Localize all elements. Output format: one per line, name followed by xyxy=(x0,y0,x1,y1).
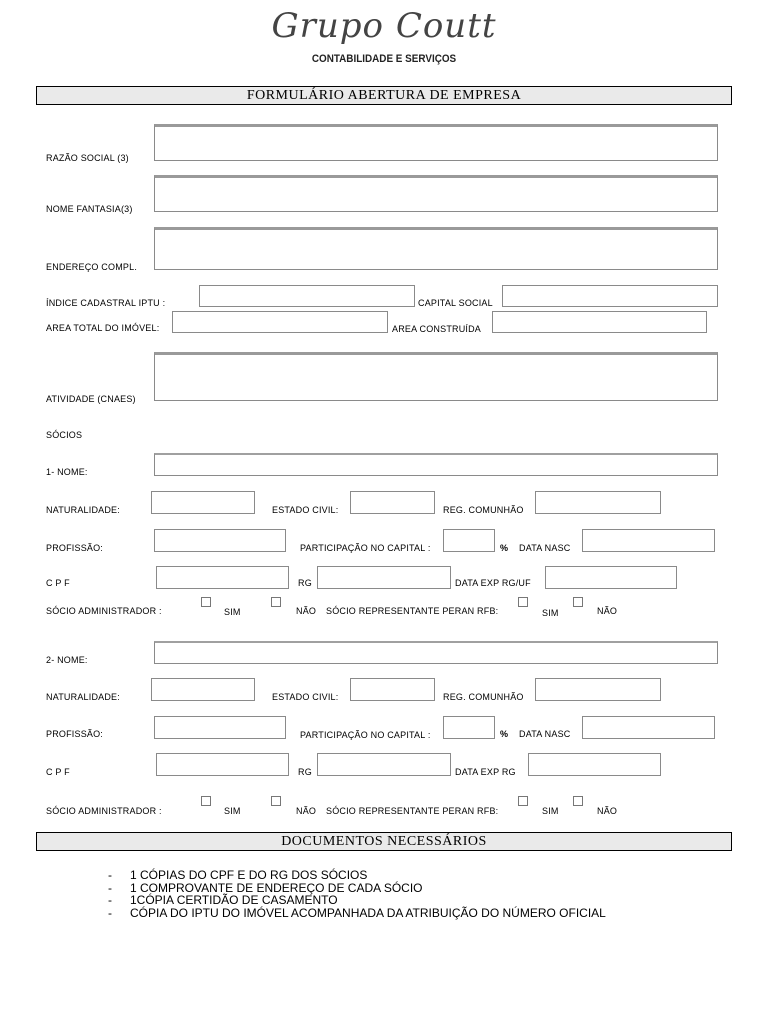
indice-cadastral-field[interactable] xyxy=(199,285,415,307)
partner2-participacao-label: PARTICIPAÇÃO NO CAPITAL : xyxy=(300,730,431,740)
partner2-data-nasc-label: DATA NASC xyxy=(519,729,571,739)
partner1-socio-admin-label: SÓCIO ADMINISTRADOR : xyxy=(46,606,162,616)
partner2-estado-civil-field[interactable] xyxy=(350,678,435,701)
partner2-rep-sim-checkbox[interactable] xyxy=(518,796,528,806)
list-bullet: - xyxy=(108,868,112,882)
partner2-data-exp-field[interactable] xyxy=(528,753,661,776)
partner1-reg-comunhao-field[interactable] xyxy=(535,491,661,514)
partner2-naturalidade-label: NATURALIDADE: xyxy=(46,692,120,702)
partner1-nome-label: 1- NOME: xyxy=(46,467,88,477)
partner1-nome-field[interactable] xyxy=(154,453,718,476)
partner2-socio-admin-label: SÓCIO ADMINISTRADOR : xyxy=(46,806,162,816)
document-item-text: 1 CÓPIAS DO CPF E DO RG DOS SÓCIOS xyxy=(130,868,368,882)
socios-label: SÓCIOS xyxy=(46,430,83,440)
partner1-rg-label: RG xyxy=(298,578,312,588)
area-construida-field[interactable] xyxy=(492,311,707,333)
partner2-rg-label: RG xyxy=(298,767,312,777)
partner2-participacao-field[interactable] xyxy=(443,716,495,739)
list-item xyxy=(108,894,606,907)
partner1-data-exp-field[interactable] xyxy=(545,566,677,589)
list-item xyxy=(108,907,606,920)
company-logo-subtitle: CONTABILIDADE E SERVIÇOS xyxy=(311,53,457,65)
area-construida-label: AREA CONSTRUÍDA xyxy=(392,324,482,334)
partner1-rep-sim-checkbox[interactable] xyxy=(518,597,528,607)
partner2-estado-civil-label: ESTADO CIVIL: xyxy=(272,692,339,702)
partner2-nome-label: 2- NOME: xyxy=(46,655,88,665)
documents-title: DOCUMENTOS NECESSÁRIOS xyxy=(36,832,732,851)
partner1-profissao-field[interactable] xyxy=(154,529,286,552)
documents-list xyxy=(108,869,606,919)
partner2-admin-sim-label: SIM xyxy=(224,806,241,816)
partner1-admin-sim-label: SIM xyxy=(224,607,241,617)
partner1-data-nasc-label: DATA NASC xyxy=(519,543,571,553)
partner2-nome-field[interactable] xyxy=(154,641,718,664)
endereco-field[interactable] xyxy=(154,227,718,270)
partner2-percent-sign: % xyxy=(500,729,509,739)
partner1-naturalidade-label: NATURALIDADE: xyxy=(46,505,120,515)
partner2-rep-sim-label: SIM xyxy=(542,806,559,816)
nome-fantasia-field[interactable] xyxy=(154,175,718,212)
partner1-percent-sign: % xyxy=(500,543,509,553)
partner1-data-exp-label: DATA EXP RG/UF xyxy=(455,578,531,588)
list-bullet: - xyxy=(108,880,112,895)
partner2-data-nasc-field[interactable] xyxy=(582,716,715,739)
partner2-cpf-field[interactable] xyxy=(156,753,289,776)
partner2-rep-nao-checkbox[interactable] xyxy=(573,796,583,806)
partner2-profissao-label: PROFISSÃO: xyxy=(46,729,104,739)
partner1-participacao-field[interactable] xyxy=(443,529,495,552)
nome-fantasia-label: NOME FANTASIA(3) xyxy=(46,204,133,214)
partner2-reg-comunhao-label: REG. COMUNHÃO xyxy=(443,692,524,702)
partner2-naturalidade-field[interactable] xyxy=(151,678,255,701)
endereco-label: ENDEREÇO COMPL. xyxy=(46,262,138,272)
partner1-reg-comunhao-label: REG. COMUNHÃO xyxy=(443,505,524,515)
area-total-label: AREA TOTAL DO IMÓVEL: xyxy=(46,323,160,333)
document-item-text: 1 COMPROVANTE DE ENDEREÇO DE CADA SÓCIO xyxy=(130,880,423,895)
partner1-admin-sim-checkbox[interactable] xyxy=(201,597,211,607)
partner1-estado-civil-label: ESTADO CIVIL: xyxy=(272,505,339,515)
capital-social-label: CAPITAL SOCIAL xyxy=(418,298,493,308)
document-item-text: 1CÓPIA CERTIDÃO DE CASAMENTO xyxy=(130,893,338,907)
partner1-cpf-field[interactable] xyxy=(156,566,289,589)
area-total-field[interactable] xyxy=(172,311,388,333)
partner1-rep-sim-label: SIM xyxy=(542,608,559,618)
partner1-rep-nao-checkbox[interactable] xyxy=(573,597,583,607)
partner1-socio-rep-label: SÓCIO REPRESENTANTE PERAN RFB: xyxy=(326,606,499,616)
razao-social-field[interactable] xyxy=(154,124,718,161)
partner2-socio-rep-label: SÓCIO REPRESENTANTE PERAN RFB: xyxy=(326,806,499,816)
partner2-rep-nao-label: NÃO xyxy=(597,806,618,816)
partner1-rg-field[interactable] xyxy=(317,566,451,589)
partner2-cpf-label: C P F xyxy=(46,767,70,777)
atividade-field[interactable] xyxy=(154,352,718,401)
partner1-cpf-label: C P F xyxy=(46,578,70,588)
list-item xyxy=(108,869,606,882)
partner2-admin-sim-checkbox[interactable] xyxy=(201,796,211,806)
razao-social-label: RAZÃO SOCIAL (3) xyxy=(46,153,129,163)
partner1-naturalidade-field[interactable] xyxy=(151,491,255,514)
partner2-profissao-field[interactable] xyxy=(154,716,286,739)
form-title: FORMULÁRIO ABERTURA DE EMPRESA xyxy=(36,86,732,105)
partner1-profissao-label: PROFISSÃO: xyxy=(46,543,104,553)
document-item-text: CÓPIA DO IPTU DO IMÓVEL ACOMPANHADA DA ATRIBUIÇÃO DO NÚMERO OFICIAL xyxy=(130,905,606,920)
partner1-admin-nao-checkbox[interactable] xyxy=(271,597,281,607)
partner1-admin-nao-label: NÃO xyxy=(296,606,317,616)
atividade-label: ATIVIDADE (CNAES) xyxy=(46,394,136,404)
partner1-estado-civil-field[interactable] xyxy=(350,491,435,514)
company-logo-script: Grupo Coutt xyxy=(271,6,497,46)
list-bullet: - xyxy=(108,893,112,907)
partner2-admin-nao-checkbox[interactable] xyxy=(271,796,281,806)
partner1-data-nasc-field[interactable] xyxy=(582,529,715,552)
partner2-reg-comunhao-field[interactable] xyxy=(535,678,661,701)
list-bullet: - xyxy=(108,905,112,920)
partner1-rep-nao-label: NÃO xyxy=(597,606,618,616)
partner2-admin-nao-label: NÃO xyxy=(296,806,317,816)
indice-cadastral-label: ÍNDICE CADASTRAL IPTU : xyxy=(46,298,166,308)
partner1-participacao-label: PARTICIPAÇÃO NO CAPITAL : xyxy=(300,543,431,553)
partner2-data-exp-label: DATA EXP RG xyxy=(455,767,516,777)
capital-social-field[interactable] xyxy=(502,285,718,307)
partner2-rg-field[interactable] xyxy=(317,753,451,776)
